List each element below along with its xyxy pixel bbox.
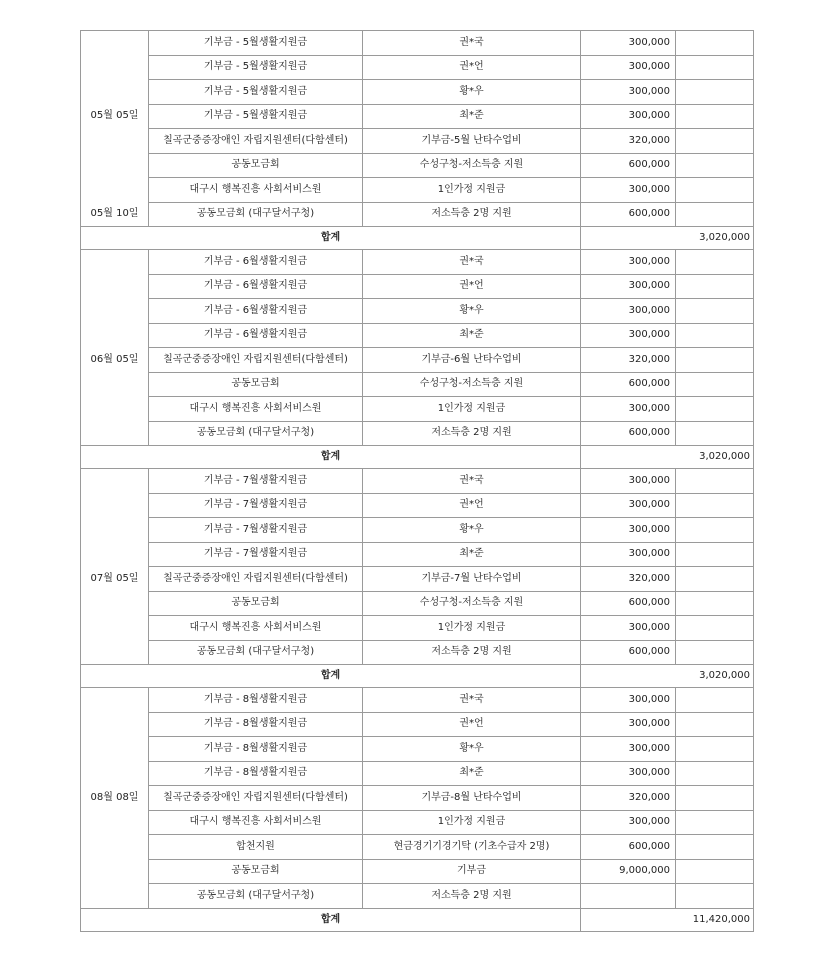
total-label: 합계 bbox=[81, 665, 581, 688]
blank-cell bbox=[676, 518, 754, 543]
date-cell bbox=[81, 421, 149, 446]
item-cell: 칠곡군중증장애인 자립지원센터(다함센터) bbox=[149, 567, 363, 592]
recipient-cell: 1인가정 지원금 bbox=[363, 397, 581, 422]
item-cell: 기부금 - 8월생활지원금 bbox=[149, 688, 363, 713]
total-label: 합계 bbox=[81, 446, 581, 469]
blank-cell bbox=[676, 688, 754, 713]
item-cell: 대구시 행복진흥 사회서비스원 bbox=[149, 810, 363, 835]
item-cell: 칠곡군중증장애인 자립지원센터(다함센터) bbox=[149, 129, 363, 154]
recipient-cell: 권*국 bbox=[363, 250, 581, 275]
date-cell bbox=[81, 835, 149, 860]
item-cell: 대구시 행복진흥 사회서비스원 bbox=[149, 397, 363, 422]
blank-cell bbox=[676, 567, 754, 592]
amount-cell: 300,000 bbox=[581, 55, 676, 80]
amount-cell: 320,000 bbox=[581, 348, 676, 373]
date-cell bbox=[81, 55, 149, 80]
table-row bbox=[81, 688, 754, 713]
blank-cell bbox=[676, 469, 754, 494]
item-cell: 기부금 - 5월생활지원금 bbox=[149, 55, 363, 80]
amount-cell: 320,000 bbox=[581, 567, 676, 592]
recipient-cell: 권*국 bbox=[363, 469, 581, 494]
total-row bbox=[81, 227, 754, 250]
blank-cell bbox=[676, 493, 754, 518]
blank-cell bbox=[676, 616, 754, 641]
table-row bbox=[81, 250, 754, 275]
item-cell: 기부금 - 6월생활지원금 bbox=[149, 323, 363, 348]
table-row bbox=[81, 55, 754, 80]
date-cell: 07월 05일 bbox=[81, 567, 149, 592]
date-cell bbox=[81, 80, 149, 105]
recipient-cell: 수성구청-저소득층 지원 bbox=[363, 372, 581, 397]
total-label: 합계 bbox=[81, 908, 581, 931]
recipient-cell: 황*우 bbox=[363, 299, 581, 324]
item-cell: 합천지원 bbox=[149, 835, 363, 860]
blank-cell bbox=[676, 884, 754, 909]
total-row bbox=[81, 446, 754, 469]
date-cell bbox=[81, 688, 149, 713]
blank-cell bbox=[676, 348, 754, 373]
blank-cell bbox=[676, 178, 754, 203]
blank-cell bbox=[676, 202, 754, 227]
table-row bbox=[81, 518, 754, 543]
item-cell: 공동모금회 bbox=[149, 153, 363, 178]
table-row bbox=[81, 104, 754, 129]
table-row bbox=[81, 80, 754, 105]
blank-cell bbox=[676, 55, 754, 80]
item-cell: 기부금 - 6월생활지원금 bbox=[149, 250, 363, 275]
amount-cell: 300,000 bbox=[581, 616, 676, 641]
table-row bbox=[81, 178, 754, 203]
table-row bbox=[81, 202, 754, 227]
item-cell: 공동모금회 bbox=[149, 859, 363, 884]
amount-cell: 300,000 bbox=[581, 493, 676, 518]
total-amount: 3,020,000 bbox=[581, 227, 754, 250]
amount-cell: 600,000 bbox=[581, 202, 676, 227]
recipient-cell: 최*준 bbox=[363, 542, 581, 567]
item-cell: 기부금 - 8월생활지원금 bbox=[149, 712, 363, 737]
date-cell bbox=[81, 274, 149, 299]
ledger-body bbox=[81, 31, 754, 932]
item-cell: 기부금 - 7월생활지원금 bbox=[149, 518, 363, 543]
amount-cell: 300,000 bbox=[581, 299, 676, 324]
recipient-cell: 황*우 bbox=[363, 80, 581, 105]
item-cell: 공동모금회 (대구달서구청) bbox=[149, 202, 363, 227]
recipient-cell: 1인가정 지원금 bbox=[363, 616, 581, 641]
recipient-cell: 황*우 bbox=[363, 737, 581, 762]
donation-ledger-table bbox=[80, 30, 754, 932]
recipient-cell: 기부금-8월 난타수업비 bbox=[363, 786, 581, 811]
amount-cell: 300,000 bbox=[581, 712, 676, 737]
recipient-cell: 1인가정 지원금 bbox=[363, 178, 581, 203]
item-cell: 기부금 - 7월생활지원금 bbox=[149, 493, 363, 518]
date-cell bbox=[81, 810, 149, 835]
table-row bbox=[81, 153, 754, 178]
date-cell bbox=[81, 859, 149, 884]
item-cell: 기부금 - 8월생활지원금 bbox=[149, 761, 363, 786]
recipient-cell: 저소득층 2명 지원 bbox=[363, 640, 581, 665]
blank-cell bbox=[676, 810, 754, 835]
date-cell: 05월 10일 bbox=[81, 202, 149, 227]
table-row bbox=[81, 567, 754, 592]
amount-cell: 320,000 bbox=[581, 786, 676, 811]
blank-cell bbox=[676, 299, 754, 324]
table-row bbox=[81, 31, 754, 56]
item-cell: 대구시 행복진흥 사회서비스원 bbox=[149, 178, 363, 203]
total-row bbox=[81, 908, 754, 931]
blank-cell bbox=[676, 104, 754, 129]
item-cell: 기부금 - 5월생활지원금 bbox=[149, 31, 363, 56]
total-amount: 3,020,000 bbox=[581, 665, 754, 688]
recipient-cell: 권*언 bbox=[363, 712, 581, 737]
date-cell bbox=[81, 372, 149, 397]
date-cell bbox=[81, 153, 149, 178]
recipient-cell: 권*언 bbox=[363, 55, 581, 80]
date-cell bbox=[81, 518, 149, 543]
recipient-cell: 수성구청-저소득층 지원 bbox=[363, 591, 581, 616]
blank-cell bbox=[676, 761, 754, 786]
table-row bbox=[81, 884, 754, 909]
table-row bbox=[81, 542, 754, 567]
recipient-cell: 기부금 bbox=[363, 859, 581, 884]
date-cell bbox=[81, 469, 149, 494]
date-cell bbox=[81, 299, 149, 324]
item-cell: 공동모금회 bbox=[149, 591, 363, 616]
blank-cell bbox=[676, 323, 754, 348]
item-cell: 공동모금회 (대구달서구청) bbox=[149, 640, 363, 665]
item-cell: 기부금 - 5월생활지원금 bbox=[149, 104, 363, 129]
table-row bbox=[81, 421, 754, 446]
amount-cell: 300,000 bbox=[581, 104, 676, 129]
date-cell: 05월 05일 bbox=[81, 104, 149, 129]
amount-cell: 300,000 bbox=[581, 80, 676, 105]
date-cell bbox=[81, 31, 149, 56]
amount-cell: 600,000 bbox=[581, 421, 676, 446]
blank-cell bbox=[676, 737, 754, 762]
item-cell: 공동모금회 (대구달서구청) bbox=[149, 421, 363, 446]
item-cell: 기부금 - 6월생활지원금 bbox=[149, 274, 363, 299]
recipient-cell: 수성구청-저소득층 지원 bbox=[363, 153, 581, 178]
amount-cell: 300,000 bbox=[581, 397, 676, 422]
recipient-cell: 최*준 bbox=[363, 761, 581, 786]
date-cell bbox=[81, 178, 149, 203]
blank-cell bbox=[676, 835, 754, 860]
recipient-cell: 최*준 bbox=[363, 104, 581, 129]
recipient-cell: 1인가정 지원금 bbox=[363, 810, 581, 835]
amount-cell: 600,000 bbox=[581, 591, 676, 616]
table-row bbox=[81, 323, 754, 348]
date-cell bbox=[81, 591, 149, 616]
recipient-cell: 최*준 bbox=[363, 323, 581, 348]
table-row bbox=[81, 348, 754, 373]
date-cell bbox=[81, 542, 149, 567]
blank-cell bbox=[676, 250, 754, 275]
amount-cell: 9,000,000 bbox=[581, 859, 676, 884]
amount-cell: 600,000 bbox=[581, 372, 676, 397]
table-row bbox=[81, 274, 754, 299]
item-cell: 기부금 - 6월생활지원금 bbox=[149, 299, 363, 324]
recipient-cell: 저소득층 2명 지원 bbox=[363, 202, 581, 227]
recipient-cell: 저소득층 2명 지원 bbox=[363, 421, 581, 446]
recipient-cell: 권*국 bbox=[363, 688, 581, 713]
table-row bbox=[81, 835, 754, 860]
blank-cell bbox=[676, 640, 754, 665]
total-amount: 3,020,000 bbox=[581, 446, 754, 469]
date-cell bbox=[81, 737, 149, 762]
amount-cell: 600,000 bbox=[581, 640, 676, 665]
item-cell: 기부금 - 5월생활지원금 bbox=[149, 80, 363, 105]
amount-cell: 300,000 bbox=[581, 250, 676, 275]
total-row bbox=[81, 665, 754, 688]
table-row bbox=[81, 469, 754, 494]
amount-cell: 300,000 bbox=[581, 323, 676, 348]
amount-cell: 320,000 bbox=[581, 129, 676, 154]
amount-cell: 300,000 bbox=[581, 518, 676, 543]
amount-cell: 600,000 bbox=[581, 153, 676, 178]
blank-cell bbox=[676, 31, 754, 56]
item-cell: 칠곡군중증장애인 자립지원센터(다함센터) bbox=[149, 348, 363, 373]
date-cell bbox=[81, 616, 149, 641]
table-row bbox=[81, 129, 754, 154]
table-row bbox=[81, 640, 754, 665]
table-row bbox=[81, 299, 754, 324]
table-row bbox=[81, 591, 754, 616]
blank-cell bbox=[676, 421, 754, 446]
table-row bbox=[81, 616, 754, 641]
date-cell bbox=[81, 761, 149, 786]
amount-cell: 300,000 bbox=[581, 274, 676, 299]
date-cell bbox=[81, 323, 149, 348]
amount-cell: 300,000 bbox=[581, 31, 676, 56]
amount-cell: 300,000 bbox=[581, 761, 676, 786]
blank-cell bbox=[676, 153, 754, 178]
table-row bbox=[81, 761, 754, 786]
recipient-cell: 기부금-7월 난타수업비 bbox=[363, 567, 581, 592]
blank-cell bbox=[676, 372, 754, 397]
table-row bbox=[81, 737, 754, 762]
amount-cell: 300,000 bbox=[581, 178, 676, 203]
total-label: 합계 bbox=[81, 227, 581, 250]
blank-cell bbox=[676, 712, 754, 737]
date-cell bbox=[81, 493, 149, 518]
recipient-cell: 권*언 bbox=[363, 493, 581, 518]
item-cell: 기부금 - 7월생활지원금 bbox=[149, 542, 363, 567]
date-cell bbox=[81, 884, 149, 909]
date-cell bbox=[81, 640, 149, 665]
recipient-cell: 기부금-6월 난타수업비 bbox=[363, 348, 581, 373]
recipient-cell: 권*언 bbox=[363, 274, 581, 299]
item-cell: 대구시 행복진흥 사회서비스원 bbox=[149, 616, 363, 641]
table-row bbox=[81, 859, 754, 884]
amount-cell: 300,000 bbox=[581, 469, 676, 494]
amount-cell bbox=[581, 884, 676, 909]
date-cell bbox=[81, 397, 149, 422]
date-cell bbox=[81, 712, 149, 737]
table-row bbox=[81, 810, 754, 835]
recipient-cell: 황*우 bbox=[363, 518, 581, 543]
blank-cell bbox=[676, 274, 754, 299]
blank-cell bbox=[676, 859, 754, 884]
amount-cell: 300,000 bbox=[581, 688, 676, 713]
item-cell: 기부금 - 8월생활지원금 bbox=[149, 737, 363, 762]
table-row bbox=[81, 493, 754, 518]
blank-cell bbox=[676, 786, 754, 811]
table-row bbox=[81, 786, 754, 811]
recipient-cell: 권*국 bbox=[363, 31, 581, 56]
amount-cell: 300,000 bbox=[581, 810, 676, 835]
date-cell: 08월 08일 bbox=[81, 786, 149, 811]
date-cell: 06월 05일 bbox=[81, 348, 149, 373]
amount-cell: 300,000 bbox=[581, 542, 676, 567]
item-cell: 공동모금회 bbox=[149, 372, 363, 397]
blank-cell bbox=[676, 80, 754, 105]
total-amount: 11,420,000 bbox=[581, 908, 754, 931]
item-cell: 칠곡군중증장애인 자립지원센터(다함센터) bbox=[149, 786, 363, 811]
table-row bbox=[81, 397, 754, 422]
item-cell: 기부금 - 7월생활지원금 bbox=[149, 469, 363, 494]
amount-cell: 300,000 bbox=[581, 737, 676, 762]
recipient-cell: 저소득층 2명 지원 bbox=[363, 884, 581, 909]
recipient-cell: 현금경기기경기탁 (기초수급자 2명) bbox=[363, 835, 581, 860]
table-row bbox=[81, 372, 754, 397]
item-cell: 공동모금회 (대구달서구청) bbox=[149, 884, 363, 909]
amount-cell: 600,000 bbox=[581, 835, 676, 860]
blank-cell bbox=[676, 397, 754, 422]
date-cell bbox=[81, 250, 149, 275]
date-cell bbox=[81, 129, 149, 154]
table-row bbox=[81, 712, 754, 737]
blank-cell bbox=[676, 129, 754, 154]
recipient-cell: 기부금-5월 난타수업비 bbox=[363, 129, 581, 154]
blank-cell bbox=[676, 542, 754, 567]
blank-cell bbox=[676, 591, 754, 616]
